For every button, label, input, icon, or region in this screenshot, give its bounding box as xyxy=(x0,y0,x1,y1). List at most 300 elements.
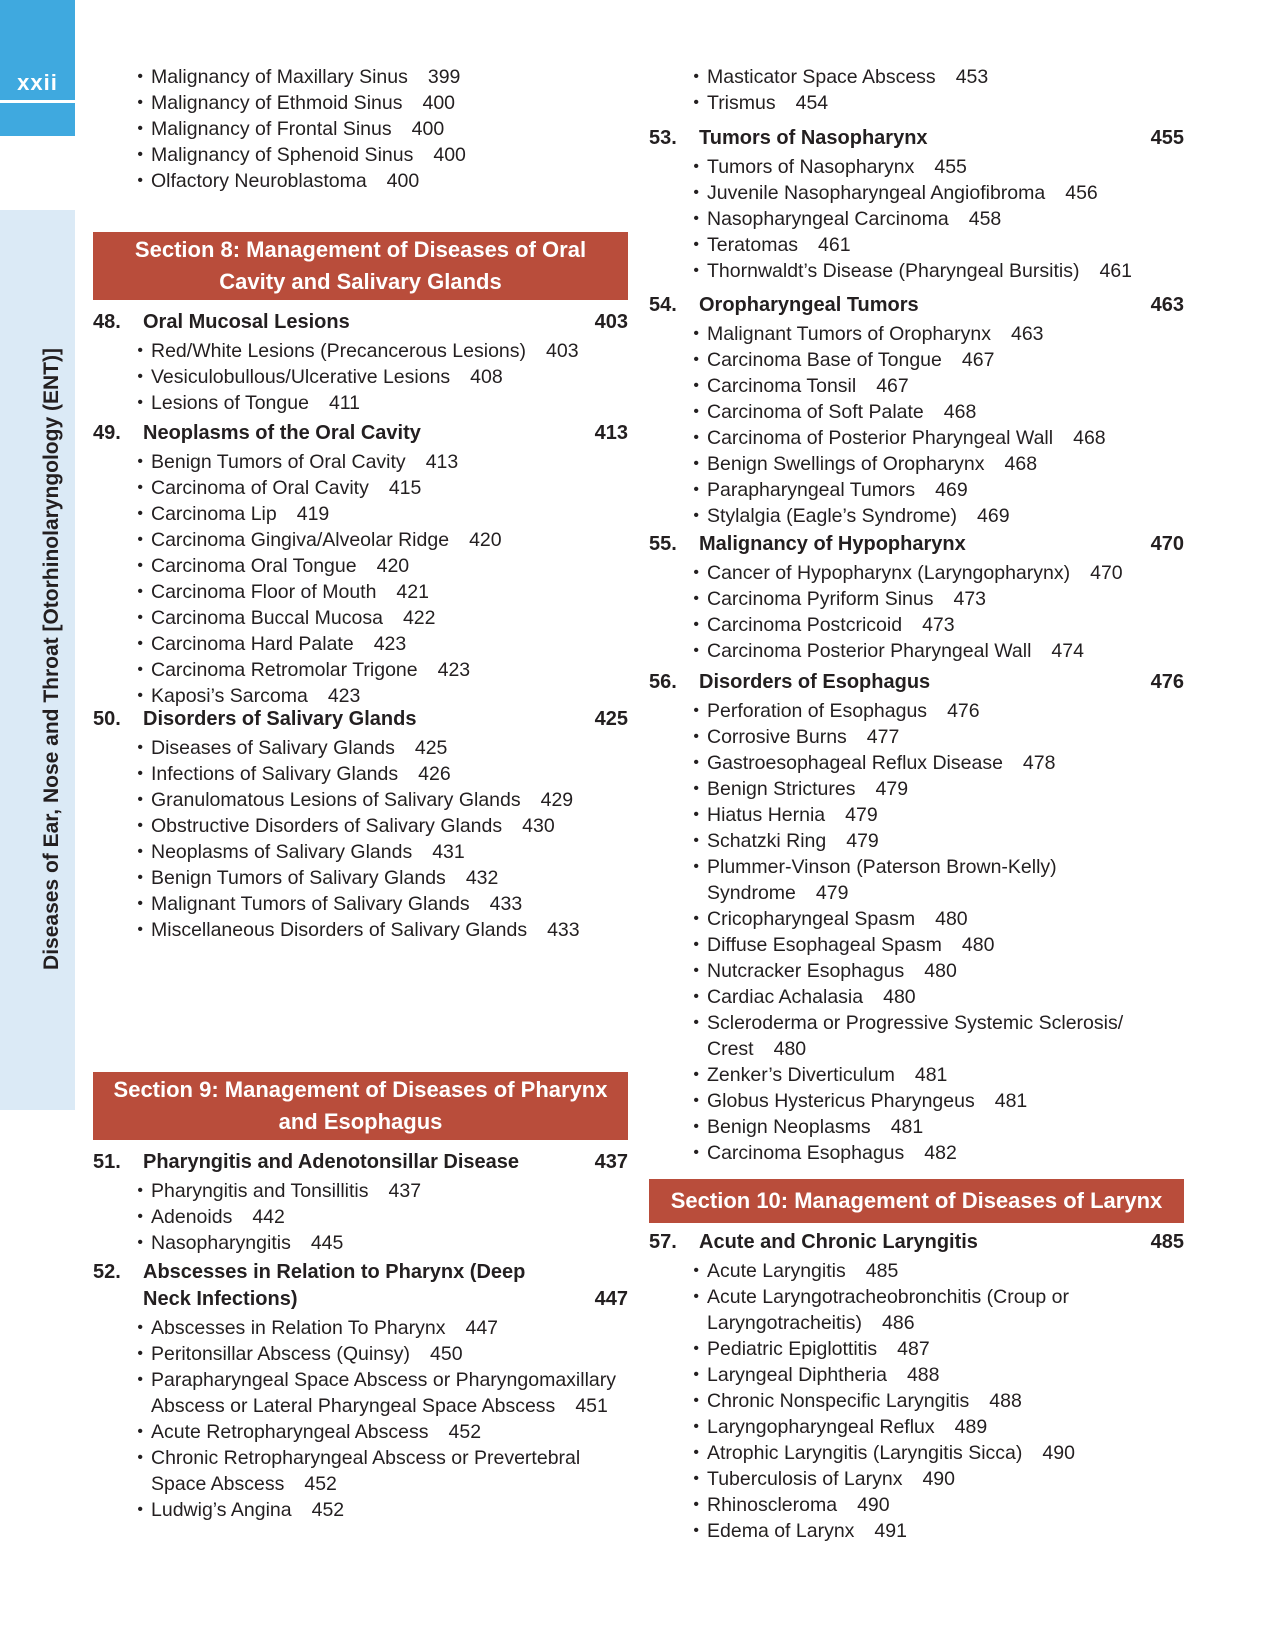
toc-entry xyxy=(93,1445,628,1497)
chapter-entries xyxy=(649,1258,1184,1544)
toc-entry-page: 426 xyxy=(418,763,451,785)
toc-entry xyxy=(93,501,628,527)
toc-entry-label: Vesiculobullous/Ulcerative Lesions xyxy=(151,366,451,388)
toc-entry xyxy=(93,553,628,579)
toc-entry-label: Pharyngitis and Tonsillitis xyxy=(151,1180,369,1202)
chapter-heading xyxy=(649,1229,1184,1256)
toc-entry-page: 474 xyxy=(1051,640,1084,662)
toc-entry-label: Tumors of Nasopharynx xyxy=(707,156,915,178)
chapter-heading xyxy=(93,1149,628,1176)
toc-entry xyxy=(93,364,628,390)
toc-entry-label: Cardiac Achalasia xyxy=(707,986,864,1008)
toc-entry xyxy=(93,631,628,657)
toc-entry-page: 400 xyxy=(386,170,420,192)
toc-entry-label: Olfactory Neuroblastoma xyxy=(151,170,367,192)
toc-entry-label: Carcinoma Oral Tongue xyxy=(151,555,357,577)
toc-entry-page: 488 xyxy=(906,1364,940,1386)
toc-entry xyxy=(649,347,1184,373)
toc-entry-label: Perforation of Esophagus xyxy=(707,700,928,722)
toc-entry-page: 399 xyxy=(427,66,461,88)
toc-entry xyxy=(649,750,1184,776)
toc-entry xyxy=(649,503,1184,529)
toc-entry xyxy=(93,761,628,787)
chapter-page: 485 xyxy=(1150,1231,1184,1253)
toc-entry-page: 469 xyxy=(935,479,968,501)
toc-entry-label: Schatzki Ring xyxy=(707,830,827,852)
toc-entry xyxy=(649,1140,1184,1166)
chapter-entries xyxy=(93,338,628,416)
toc-entry xyxy=(649,232,1184,258)
toc-entry-page: 479 xyxy=(846,830,879,852)
toc-entry-label: Benign Swellings of Oropharynx xyxy=(707,453,985,475)
chapter-title: Disorders of Salivary Glands xyxy=(143,708,417,730)
chapter-heading xyxy=(93,1259,628,1313)
chapter-page: 476 xyxy=(1150,671,1184,693)
toc-entry-page: 480 xyxy=(935,908,968,930)
chapter-page: 470 xyxy=(1150,533,1184,555)
chapter-51 xyxy=(93,1149,628,1256)
chapter-heading xyxy=(649,292,1184,319)
toc-entry-page: 468 xyxy=(1073,427,1106,449)
toc-entry-label: Lesions of Tongue xyxy=(151,392,309,414)
toc-entry-page: 453 xyxy=(955,66,989,88)
toc-entry-label: Malignancy of Frontal Sinus xyxy=(151,118,392,140)
section-9-banner: Section 9: Management of Diseases of Pharynx and Esophagus xyxy=(93,1072,628,1140)
toc-entry-page: 400 xyxy=(422,92,456,114)
toc-entry-page: 469 xyxy=(977,505,1010,527)
toc-entry-page: 481 xyxy=(994,1090,1028,1112)
toc-entry-label: Trismus xyxy=(707,92,776,114)
chapter-page: 437 xyxy=(594,1151,628,1173)
toc-entry xyxy=(649,1388,1184,1414)
toc-entry-label: Edema of Larynx xyxy=(707,1520,855,1542)
toc-entry-label: Cricopharyngeal Spasm xyxy=(707,908,916,930)
toc-entry-label: Stylalgia (Eagle’s Syndrome) xyxy=(707,505,958,527)
toc-entry xyxy=(93,1367,628,1419)
toc-entry-label: Carcinoma Floor of Mouth xyxy=(151,581,377,603)
chapter-54 xyxy=(649,292,1184,529)
toc-entry xyxy=(649,1492,1184,1518)
toc-entry-page: 452 xyxy=(304,1473,337,1495)
toc-entry-label: Malignant Tumors of Salivary Glands xyxy=(151,893,470,915)
toc-entry xyxy=(649,612,1184,638)
toc-entry-label: Carcinoma Gingiva/Alveolar Ridge xyxy=(151,529,450,551)
chapter-page: 447 xyxy=(594,1288,628,1310)
toc-entry xyxy=(649,724,1184,750)
chapter-page: 425 xyxy=(594,708,628,730)
toc-entry-label: Rhinoscleroma xyxy=(707,1494,838,1516)
toc-entry-label: Carcinoma Postcricoid xyxy=(707,614,903,636)
chapter-title: Oropharyngeal Tumors xyxy=(699,294,919,316)
toc-entry-page: 403 xyxy=(546,340,579,362)
toc-entry-label: Carcinoma Base of Tongue xyxy=(707,349,942,371)
toc-entry xyxy=(649,586,1184,612)
toc-entry-page: 490 xyxy=(922,1468,955,1490)
chapter-57 xyxy=(649,1229,1184,1544)
toc-entry-page: 488 xyxy=(989,1390,1022,1412)
chapter-title: Pharyngitis and Adenotonsillar Disease xyxy=(143,1151,520,1173)
toc-entry xyxy=(649,1336,1184,1362)
toc-entry-page: 482 xyxy=(924,1142,957,1164)
toc-entry-label: Carcinoma Hard Palate xyxy=(151,633,354,655)
toc-entry xyxy=(649,1440,1184,1466)
toc-entry xyxy=(93,116,628,142)
chapter-entries xyxy=(649,560,1184,664)
toc-entry xyxy=(649,560,1184,586)
toc-entry-label: Benign Neoplasms xyxy=(707,1116,871,1138)
toc-entry-page: 423 xyxy=(373,633,407,655)
toc-entry-label: Zenker’s Diverticulum xyxy=(707,1064,895,1086)
chapter-heading xyxy=(649,669,1184,696)
toc-entry-page: 430 xyxy=(522,815,555,837)
toc-entry-page: 490 xyxy=(1042,1442,1075,1464)
toc-entry-page: 433 xyxy=(547,919,580,941)
chapter-title: Abscesses in Relation to Pharynx (Deep Neck Infections) xyxy=(143,1261,526,1310)
chapter-number: 56. xyxy=(649,671,677,693)
toc-entry-label: Corrosive Burns xyxy=(707,726,847,748)
toc-entry xyxy=(93,917,628,943)
toc-entry xyxy=(649,1088,1184,1114)
toc-entry xyxy=(93,338,628,364)
toc-entry xyxy=(649,1062,1184,1088)
toc-entry xyxy=(93,142,628,168)
toc-entry-page: 480 xyxy=(961,934,995,956)
chapter-entries xyxy=(93,1178,628,1256)
chapter-number: 48. xyxy=(93,311,121,333)
chapter-number: 51. xyxy=(93,1151,121,1173)
toc-entry-page: 452 xyxy=(448,1421,482,1443)
toc-entry xyxy=(649,64,1184,90)
toc-entry xyxy=(93,787,628,813)
toc-entry xyxy=(649,638,1184,664)
toc-entry-label: Tuberculosis of Larynx xyxy=(707,1468,903,1490)
chapter-number: 55. xyxy=(649,533,677,555)
toc-entry-page: 433 xyxy=(489,893,523,915)
chapter-entries xyxy=(93,1315,628,1523)
toc-entry-page: 437 xyxy=(388,1180,422,1202)
toc-entry xyxy=(93,168,628,194)
toc-entry-page: 463 xyxy=(1010,323,1044,345)
toc-entry-label: Acute Retropharyngeal Abscess xyxy=(151,1421,429,1443)
toc-entry xyxy=(649,154,1184,180)
toc-entry-label: Malignancy of Maxillary Sinus xyxy=(151,66,408,88)
toc-entry-page: 451 xyxy=(575,1395,608,1417)
toc-entry-label: Peritonsillar Abscess (Quinsy) xyxy=(151,1343,411,1365)
toc-entry xyxy=(649,1466,1184,1492)
toc-entry-page: 452 xyxy=(311,1499,345,1521)
toc-entry-page: 420 xyxy=(376,555,410,577)
toc-entry-page: 420 xyxy=(469,529,502,551)
toc-entry-label: Carcinoma Lip xyxy=(151,503,277,525)
chapter-entries xyxy=(93,449,628,709)
toc-entry xyxy=(649,1284,1184,1336)
toc-entry-label: Plummer-Vinson (Paterson Brown-Kelly) Syndrome xyxy=(707,856,1057,904)
toc-entry-label: Acute Laryngitis xyxy=(707,1260,846,1282)
toc-entry xyxy=(649,451,1184,477)
toc-entry-page: 432 xyxy=(465,867,499,889)
chapter-entries xyxy=(649,321,1184,529)
toc-entry xyxy=(93,390,628,416)
toc-entry-label: Granulomatous Lesions of Salivary Glands xyxy=(151,789,521,811)
toc-entry-label: Gastroesophageal Reflux Disease xyxy=(707,752,1003,774)
chapter-55 xyxy=(649,531,1184,664)
toc-entry xyxy=(649,828,1184,854)
toc-entry-page: 489 xyxy=(954,1416,988,1438)
toc-entry-label: Thornwaldt’s Disease (Pharyngeal Bursitis) xyxy=(707,260,1080,282)
toc-entry xyxy=(93,657,628,683)
toc-entry-label: Masticator Space Abscess xyxy=(707,66,936,88)
toc-entry-label: Carcinoma Pyriform Sinus xyxy=(707,588,934,610)
toc-entry xyxy=(649,984,1184,1010)
toc-entry-page: 491 xyxy=(874,1520,907,1542)
chapter-title: Neoplasms of the Oral Cavity xyxy=(143,422,421,444)
chapter-entries xyxy=(649,698,1184,1166)
toc-entry xyxy=(649,258,1184,284)
toc-entry xyxy=(649,802,1184,828)
toc-entry-page: 478 xyxy=(1022,752,1056,774)
toc-entry-label: Adenoids xyxy=(151,1206,233,1228)
toc-entry xyxy=(93,605,628,631)
toc-entry-label: Diseases of Salivary Glands xyxy=(151,737,395,759)
toc-entry-label: Miscellaneous Disorders of Salivary Glands xyxy=(151,919,528,941)
toc-entry xyxy=(649,906,1184,932)
toc-entry xyxy=(649,1414,1184,1440)
chapter-page: 413 xyxy=(594,422,628,444)
toc-entry-label: Globus Hystericus Pharyngeus xyxy=(707,1090,975,1112)
toc-entry-label: Carcinoma of Soft Palate xyxy=(707,401,924,423)
toc-entry-page: 450 xyxy=(430,1343,463,1365)
chapter-entries xyxy=(93,735,628,943)
toc-entry-label: Nasopharyngeal Carcinoma xyxy=(707,208,949,230)
toc-entry-page: 421 xyxy=(396,581,429,603)
toc-entry-page: 479 xyxy=(815,882,849,904)
toc-entry-label: Kaposi’s Sarcoma xyxy=(151,685,308,707)
toc-entry-label: Benign Tumors of Salivary Glands xyxy=(151,867,446,889)
chapter-number: 53. xyxy=(649,127,677,149)
toc-entry-page: 487 xyxy=(897,1338,930,1360)
toc-entry-label: Acute Laryngotracheobronchitis (Croup or Laryngotracheitis) xyxy=(707,1286,1070,1334)
toc-entry xyxy=(93,1178,628,1204)
toc-entry xyxy=(93,1419,628,1445)
toc-entry-page: 411 xyxy=(328,392,361,414)
chapter-53 xyxy=(649,125,1184,284)
toc-entry xyxy=(649,180,1184,206)
chapter-number: 49. xyxy=(93,422,121,444)
toc-entry xyxy=(649,698,1184,724)
toc-entry xyxy=(93,891,628,917)
toc-entry xyxy=(93,839,628,865)
toc-entry-label: Cancer of Hypopharynx (Laryngopharynx) xyxy=(707,562,1071,584)
chapter-page: 463 xyxy=(1150,294,1184,316)
toc-entry xyxy=(93,579,628,605)
toc-entry-label: Laryngopharyngeal Reflux xyxy=(707,1416,935,1438)
toc-entry xyxy=(649,854,1184,906)
toc-entry-label: Teratomas xyxy=(707,234,799,256)
toc-entry-page: 468 xyxy=(943,401,977,423)
chapter-entries xyxy=(649,154,1184,284)
toc-entry-label: Benign Tumors of Oral Cavity xyxy=(151,451,406,473)
toc-entry-label: Nutcracker Esophagus xyxy=(707,960,905,982)
toc-entry-page: 467 xyxy=(876,375,909,397)
toc-entry-page: 479 xyxy=(875,778,909,800)
toc-entry xyxy=(649,1258,1184,1284)
toc-entry xyxy=(649,1518,1184,1544)
toc-entry-page: 400 xyxy=(411,118,445,140)
toc-entry-label: Carcinoma of Posterior Pharyngeal Wall xyxy=(707,427,1054,449)
toc-entry xyxy=(649,206,1184,232)
toc-entry xyxy=(93,90,628,116)
toc-entry xyxy=(649,399,1184,425)
toc-entry-label: Carcinoma Retromolar Trigone xyxy=(151,659,418,681)
chapter-heading xyxy=(93,309,628,336)
toc-entry-label: Neoplasms of Salivary Glands xyxy=(151,841,413,863)
toc-entry xyxy=(93,1230,628,1256)
chapter-heading xyxy=(93,706,628,733)
toc-entry-page: 454 xyxy=(795,92,829,114)
chapter-heading xyxy=(649,531,1184,558)
toc-entry-label: Carcinoma Esophagus xyxy=(707,1142,905,1164)
tab-divider xyxy=(0,100,75,103)
toc-entry-label: Benign Strictures xyxy=(707,778,856,800)
toc-entry xyxy=(649,958,1184,984)
toc-entry-page: 408 xyxy=(470,366,503,388)
toc-entry-label: Carcinoma Buccal Mucosa xyxy=(151,607,383,629)
toc-entry-label: Juvenile Nasopharyngeal Angiofibroma xyxy=(707,182,1046,204)
toc-entry-page: 456 xyxy=(1065,182,1098,204)
toc-entry-page: 468 xyxy=(1004,453,1038,475)
chapter-56 xyxy=(649,669,1184,1166)
chapter-page: 403 xyxy=(594,311,628,333)
toc-entry xyxy=(93,64,628,90)
chapter-number: 50. xyxy=(93,708,121,730)
toc-entry-label: Chronic Retropharyngeal Abscess or Prevertebral Space Abscess xyxy=(151,1447,581,1495)
toc-entry xyxy=(93,813,628,839)
toc-entry-page: 470 xyxy=(1090,562,1123,584)
toc-entry xyxy=(93,735,628,761)
toc-entry xyxy=(649,477,1184,503)
toc-entry-page: 419 xyxy=(296,503,330,525)
toc-entry-label: Parapharyngeal Space Abscess or Pharyngomaxillary Abscess or Lateral Pharyngeal Space Abscess xyxy=(151,1369,617,1417)
chapter-title: Malignancy of Hypopharynx xyxy=(699,533,966,555)
toc-entry xyxy=(93,865,628,891)
toc-entry-page: 429 xyxy=(540,789,574,811)
toc-entry-page: 481 xyxy=(914,1064,948,1086)
toc-entry-page: 481 xyxy=(890,1116,924,1138)
toc-entry-label: Malignancy of Sphenoid Sinus xyxy=(151,144,414,166)
toc-entry-page: 458 xyxy=(968,208,1002,230)
chapter-52 xyxy=(93,1259,628,1523)
toc-entry-page: 486 xyxy=(882,1312,915,1334)
toc-entry-page: 476 xyxy=(947,700,980,722)
chapter-number: 52. xyxy=(93,1261,121,1283)
toc-entry-label: Hiatus Hernia xyxy=(707,804,826,826)
chapter-heading xyxy=(93,420,628,447)
toc-entry xyxy=(649,1362,1184,1388)
toc-entry-page: 423 xyxy=(327,685,361,707)
chapter-number: 57. xyxy=(649,1231,677,1253)
toc-entry-page: 461 xyxy=(1099,260,1133,282)
chapter-49 xyxy=(93,420,628,709)
section-10-banner: Section 10: Management of Diseases of Larynx xyxy=(649,1179,1184,1223)
toc-entry xyxy=(649,932,1184,958)
left-intro-list xyxy=(93,64,628,194)
chapter-title: Disorders of Esophagus xyxy=(699,671,931,693)
toc-entry xyxy=(93,1497,628,1523)
toc-entry-label: Obstructive Disorders of Salivary Glands xyxy=(151,815,503,837)
chapter-number: 54. xyxy=(649,294,677,316)
toc-entry-page: 480 xyxy=(883,986,916,1008)
toc-entry-page: 461 xyxy=(818,234,851,256)
chapter-heading xyxy=(649,125,1184,152)
toc-entry-page: 473 xyxy=(953,588,987,610)
toc-entry-page: 447 xyxy=(465,1317,499,1339)
toc-entry-page: 445 xyxy=(310,1232,344,1254)
toc-entry-page: 431 xyxy=(432,841,465,863)
toc-entry-page: 490 xyxy=(857,1494,890,1516)
toc-entry-label: Malignant Tumors of Oropharynx xyxy=(707,323,991,345)
toc-entry-page: 425 xyxy=(414,737,448,759)
running-side-title: Diseases of Ear, Nose and Throat [Otorhinolaryngology (ENT)] xyxy=(40,348,63,970)
toc-entry xyxy=(649,90,1184,116)
toc-entry-page: 480 xyxy=(773,1038,807,1060)
toc-entry-label: Abscesses in Relation To Pharynx xyxy=(151,1317,446,1339)
toc-entry-label: Red/White Lesions (Precancerous Lesions) xyxy=(151,340,527,362)
toc-entry xyxy=(93,475,628,501)
toc-entry xyxy=(93,1341,628,1367)
toc-entry xyxy=(649,1010,1184,1062)
toc-entry-label: Nasopharyngitis xyxy=(151,1232,291,1254)
toc-entry-label: Atrophic Laryngitis (Laryngitis Sicca) xyxy=(707,1442,1023,1464)
section-8-banner: Section 8: Management of Diseases of Oral Cavity and Salivary Glands xyxy=(93,232,628,300)
toc-entry xyxy=(649,425,1184,451)
toc-entry xyxy=(649,373,1184,399)
chapter-50 xyxy=(93,706,628,943)
page-number: xxii xyxy=(17,70,58,95)
toc-entry-page: 467 xyxy=(961,349,995,371)
toc-entry-page: 442 xyxy=(252,1206,285,1228)
toc-entry xyxy=(649,1114,1184,1140)
toc-entry-page: 455 xyxy=(934,156,967,178)
toc-entry-page: 480 xyxy=(924,960,957,982)
toc-entry-page: 415 xyxy=(388,477,422,499)
toc-entry-page: 479 xyxy=(845,804,878,826)
toc-entry-label: Malignancy of Ethmoid Sinus xyxy=(151,92,403,114)
toc-entry-page: 477 xyxy=(866,726,900,748)
toc-entry-label: Infections of Salivary Glands xyxy=(151,763,399,785)
toc-entry xyxy=(649,776,1184,802)
toc-entry-page: 423 xyxy=(437,659,471,681)
toc-entry xyxy=(93,527,628,553)
toc-entry-label: Parapharyngeal Tumors xyxy=(707,479,916,501)
toc-entry-label: Diffuse Esophageal Spasm xyxy=(707,934,942,956)
chapter-title: Acute and Chronic Laryngitis xyxy=(699,1231,978,1253)
chapter-title: Tumors of Nasopharynx xyxy=(699,127,928,149)
toc-entry-page: 422 xyxy=(402,607,436,629)
toc-entry xyxy=(93,1315,628,1341)
toc-entry-label: Carcinoma Posterior Pharyngeal Wall xyxy=(707,640,1032,662)
toc-entry xyxy=(93,449,628,475)
toc-entry-page: 400 xyxy=(433,144,466,166)
chapter-page: 455 xyxy=(1150,127,1184,149)
toc-entry-label: Pediatric Epiglottitis xyxy=(707,1338,878,1360)
toc-entry-label: Laryngeal Diphtheria xyxy=(707,1364,887,1386)
page-number-tab xyxy=(0,0,75,136)
toc-entry-label: Ludwig’s Angina xyxy=(151,1499,292,1521)
toc-entry xyxy=(649,321,1184,347)
toc-entry xyxy=(93,1204,628,1230)
toc-entry-label: Scleroderma or Progressive Systemic Sclerosis/ Crest xyxy=(707,1012,1124,1060)
toc-entry-label: Carcinoma of Oral Cavity xyxy=(151,477,369,499)
